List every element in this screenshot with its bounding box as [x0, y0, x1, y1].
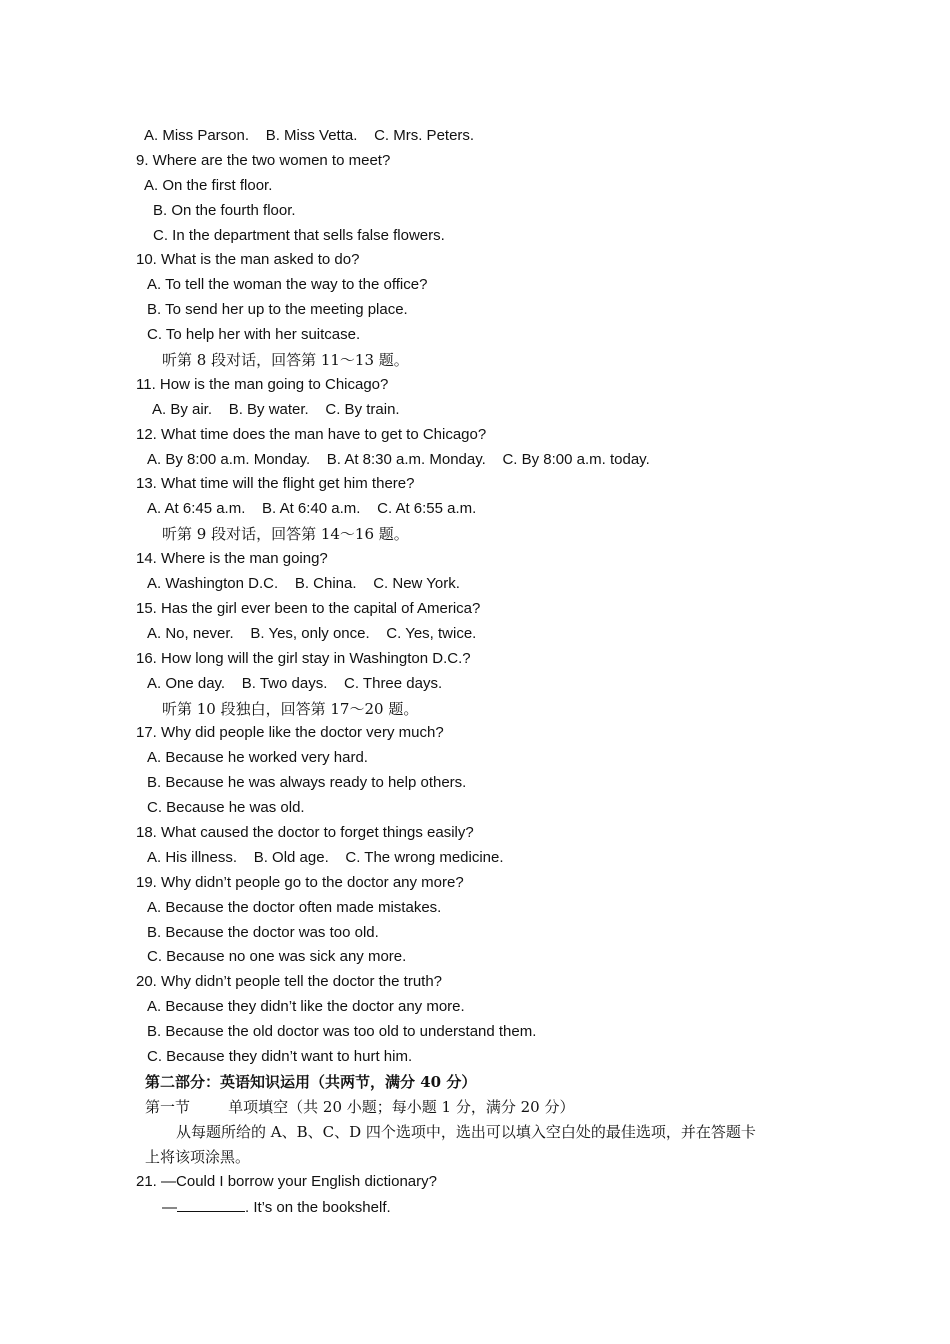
q9-option-c: C. In the department that sells false flowers.	[153, 227, 445, 244]
q15-options: A. No, never. B. Yes, only once. C. Yes, twice.	[147, 625, 477, 642]
q19-option-a: A. Because the doctor often made mistakes.	[147, 899, 442, 916]
q10-option-c: C. To help her with her suitcase.	[147, 326, 361, 343]
question-11: 11. How is the man going to Chicago?	[136, 376, 389, 393]
section-instruction-9: 听第 9 段对话，回答第 14～16 题。	[162, 525, 409, 543]
section-instruction-8: 听第 8 段对话，回答第 11～13 题。	[162, 351, 409, 369]
q20-option-a: A. Because they didn’t like the doctor any more.	[147, 998, 465, 1015]
response-text: . It’s on the bookshelf.	[245, 1199, 391, 1216]
q19-option-c: C. Because no one was sick any more.	[147, 948, 407, 965]
question-10: 10. What is the man asked to do?	[136, 251, 360, 268]
q19-option-b: B. Because the doctor was too old.	[147, 924, 379, 941]
question-17: 17. Why did people like the doctor very much?	[136, 724, 444, 741]
section-one-instruction: 从每题所给的 A、B、C、D 四个选项中，选出可以填入空白处的最佳选项，并在答题卡	[176, 1123, 756, 1141]
question-19: 19. Why didn’t people go to the doctor any more?	[136, 874, 464, 891]
q18-options: A. His illness. B. Old age. C. The wrong medicine.	[147, 849, 504, 866]
q16-options: A. One day. B. Two days. C. Three days.	[147, 675, 443, 692]
part-two-heading: 第二部分：英语知识运用（共两节，满分 40 分）	[145, 1073, 477, 1091]
q10-option-a: A. To tell the woman the way to the office?	[147, 276, 428, 293]
question-15: 15. Has the girl ever been to the capital of America?	[136, 600, 481, 617]
q10-option-b: B. To send her up to the meeting place.	[147, 301, 408, 318]
q9-option-b: B. On the fourth floor.	[153, 202, 296, 219]
question-16: 16. How long will the girl stay in Washington D.C.?	[136, 650, 471, 667]
question-13: 13. What time will the flight get him there?	[136, 475, 415, 492]
section-one-heading: 第一节 单项填空（共 20 小题；每小题 1 分，满分 20 分）	[145, 1098, 575, 1116]
q14-options: A. Washington D.C. B. China. C. New York.	[147, 575, 460, 592]
question-20: 20. Why didn’t people tell the doctor the truth?	[136, 973, 443, 990]
q11-options: A. By air. B. By water. C. By train.	[152, 401, 400, 418]
q13-options: A. At 6:45 a.m. B. At 6:40 a.m. C. At 6:55 a.m.	[147, 500, 477, 517]
q20-option-c: C. Because they didn’t want to hurt him.	[147, 1048, 413, 1065]
q17-option-c: C. Because he was old.	[147, 799, 305, 816]
q12-options: A. By 8:00 a.m. Monday. B. At 8:30 a.m. Monday. C. By 8:00 a.m. today.	[147, 451, 650, 468]
dash: —	[162, 1199, 177, 1216]
question-14: 14. Where is the man going?	[136, 550, 328, 567]
answer-blank	[177, 1197, 245, 1212]
question-21: 21. —Could I borrow your English dictionary?	[136, 1173, 437, 1190]
q21-response	[162, 1197, 391, 1217]
question-9: 9. Where are the two women to meet?	[136, 152, 391, 169]
q9-option-a: A. On the first floor.	[144, 177, 273, 194]
question-12: 12. What time does the man have to get to Chicago?	[136, 426, 487, 443]
section-one-instruction-cont: 上将该项涂黑。	[145, 1148, 251, 1166]
q8-options: A. Miss Parson. B. Miss Vetta. C. Mrs. Peters.	[144, 127, 475, 144]
q20-option-b: B. Because the old doctor was too old to understand them.	[147, 1023, 537, 1040]
q17-option-b: B. Because he was always ready to help others.	[147, 774, 467, 791]
section-instruction-10: 听第 10 段独白，回答第 17～20 题。	[162, 700, 419, 718]
question-18: 18. What caused the doctor to forget things easily?	[136, 824, 474, 841]
q17-option-a: A. Because he worked very hard.	[147, 749, 368, 766]
